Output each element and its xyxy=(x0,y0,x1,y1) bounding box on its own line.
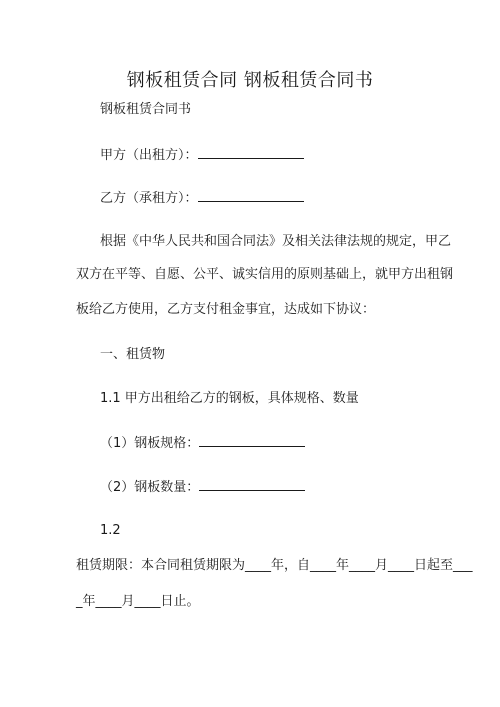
item-spec-blank xyxy=(199,434,305,447)
item-spec-label: （1）钢板规格： xyxy=(100,436,200,451)
term-line-1: 租赁期限：本合同租赁期限为____年，自____年____月____日起至___ xyxy=(76,558,473,573)
clause-1-1: 1.1 甲方出租给乙方的钢板，具体规格、数量 xyxy=(100,391,359,406)
item-spec-line xyxy=(100,434,305,453)
intro-line-1: 根据《中华人民共和国合同法》及相关法律法规的规定，甲乙 xyxy=(100,234,452,249)
intro-line-2: 双方在平等、自愿、公平、诚实信用的原则基础上，就甲方出租钢 xyxy=(76,267,454,282)
document-title: 钢板租赁合同 钢板租赁合同书 xyxy=(126,70,374,91)
intro-line-3: 板给乙方使用，乙方支付租金事宜，达成如下协议： xyxy=(76,302,376,317)
item-qty-label: （2）钢板数量： xyxy=(100,480,200,495)
party-b-label: 乙方（承租方）： xyxy=(100,191,198,206)
party-a-line xyxy=(100,146,304,165)
party-a-label: 甲方（出租方）： xyxy=(100,148,198,163)
party-a-blank xyxy=(198,146,304,159)
party-b-line xyxy=(100,189,304,208)
item-qty-line xyxy=(100,478,305,497)
section-1-heading: 一、租赁物 xyxy=(100,347,166,362)
clause-1-2: 1.2 xyxy=(100,523,121,538)
party-b-blank xyxy=(198,189,304,202)
document-subtitle: 钢板租赁合同书 xyxy=(100,102,192,117)
term-line-2: _年____月____日止。 xyxy=(76,594,200,609)
item-qty-blank xyxy=(199,478,305,491)
